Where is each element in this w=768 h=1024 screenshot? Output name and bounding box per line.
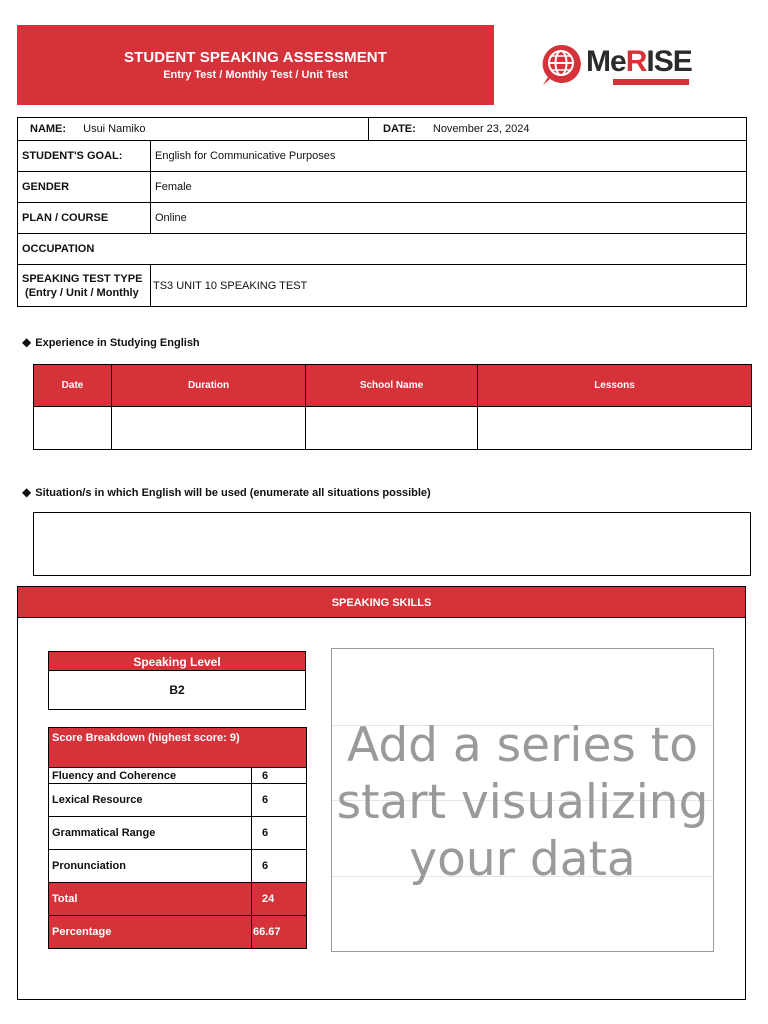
table-row [49, 784, 307, 817]
test-type-value[interactable]: TS3 UNIT 10 SPEAKING TEST [151, 265, 747, 307]
speaking-level-label: Speaking Level [48, 651, 306, 671]
pronunciation-label: Pronunciation [49, 850, 252, 883]
globe-chat-icon [540, 43, 582, 87]
score-breakdown-table [48, 727, 307, 949]
grammar-label: Grammatical Range [49, 817, 252, 850]
percentage-value: 66.67 [252, 916, 307, 949]
lexical-label: Lexical Resource [49, 784, 252, 817]
table-row [49, 817, 307, 850]
name-label: NAME: [30, 123, 67, 135]
date-cell-input[interactable] [34, 407, 112, 450]
logo-strip [613, 79, 689, 85]
date-value[interactable]: November 23, 2024 [432, 123, 530, 135]
page-subtitle: Entry Test / Monthly Test / Unit Test [163, 69, 348, 81]
situation-heading: ◆ Situation/s in which English will be used (enumerate all situations possible) [22, 485, 431, 499]
col-duration: Duration [112, 365, 306, 407]
pronunciation-score[interactable]: 6 [252, 850, 307, 883]
fluency-label: Fluency and Coherence [49, 768, 252, 784]
lexical-score[interactable]: 6 [252, 784, 307, 817]
percentage-label: Percentage [49, 916, 252, 949]
experience-table [33, 364, 752, 450]
experience-heading: ◆ Experience in Studying English [22, 335, 200, 349]
occupation-label: OCCUPATION [18, 234, 747, 265]
date-label: DATE: [383, 123, 416, 135]
logo-wordmark: MeRISE [586, 45, 692, 78]
table-row [49, 768, 307, 784]
test-type-label: SPEAKING TEST TYPE (Entry / Unit / Monthly [18, 265, 151, 307]
plan-value[interactable]: Online [151, 203, 747, 234]
duration-cell-input[interactable] [112, 407, 306, 450]
speaking-level-value[interactable]: B2 [48, 671, 306, 710]
col-date: Date [34, 365, 112, 407]
chart-empty-message: Add a series to start visualizing your data [336, 718, 709, 887]
name-cell [18, 118, 369, 141]
gender-value[interactable]: Female [151, 172, 747, 203]
name-value[interactable]: Usui Namiko [83, 123, 146, 135]
total-label: Total [49, 883, 252, 916]
total-value: 24 [252, 883, 307, 916]
speaking-skills-heading: SPEAKING SKILLS [17, 586, 746, 618]
student-info-table [17, 117, 747, 307]
table-row [49, 883, 307, 916]
grammar-score[interactable]: 6 [252, 817, 307, 850]
col-school-name: School Name [306, 365, 478, 407]
school-cell-input[interactable] [306, 407, 478, 450]
table-row [49, 916, 307, 949]
date-cell [369, 118, 747, 141]
goal-value[interactable]: English for Communicative Purposes [151, 141, 747, 172]
page-title: STUDENT SPEAKING ASSESSMENT [123, 49, 387, 66]
diamond-bullet-icon: ◆ [22, 485, 32, 499]
fluency-score[interactable]: 6 [252, 768, 307, 784]
chart-placeholder[interactable] [331, 648, 714, 952]
situation-input-box[interactable] [33, 512, 751, 576]
merise-logo [540, 43, 690, 87]
goal-label: STUDENT'S GOAL: [18, 141, 151, 172]
plan-label: PLAN / COURSE [18, 203, 151, 234]
gender-label: GENDER [18, 172, 151, 203]
col-lessons: Lessons [478, 365, 752, 407]
diamond-bullet-icon: ◆ [22, 335, 32, 349]
score-breakdown-header: Score Breakdown (highest score: 9) [49, 728, 307, 768]
title-banner [17, 25, 494, 105]
table-row [34, 407, 752, 450]
table-row [49, 850, 307, 883]
lessons-cell-input[interactable] [478, 407, 752, 450]
